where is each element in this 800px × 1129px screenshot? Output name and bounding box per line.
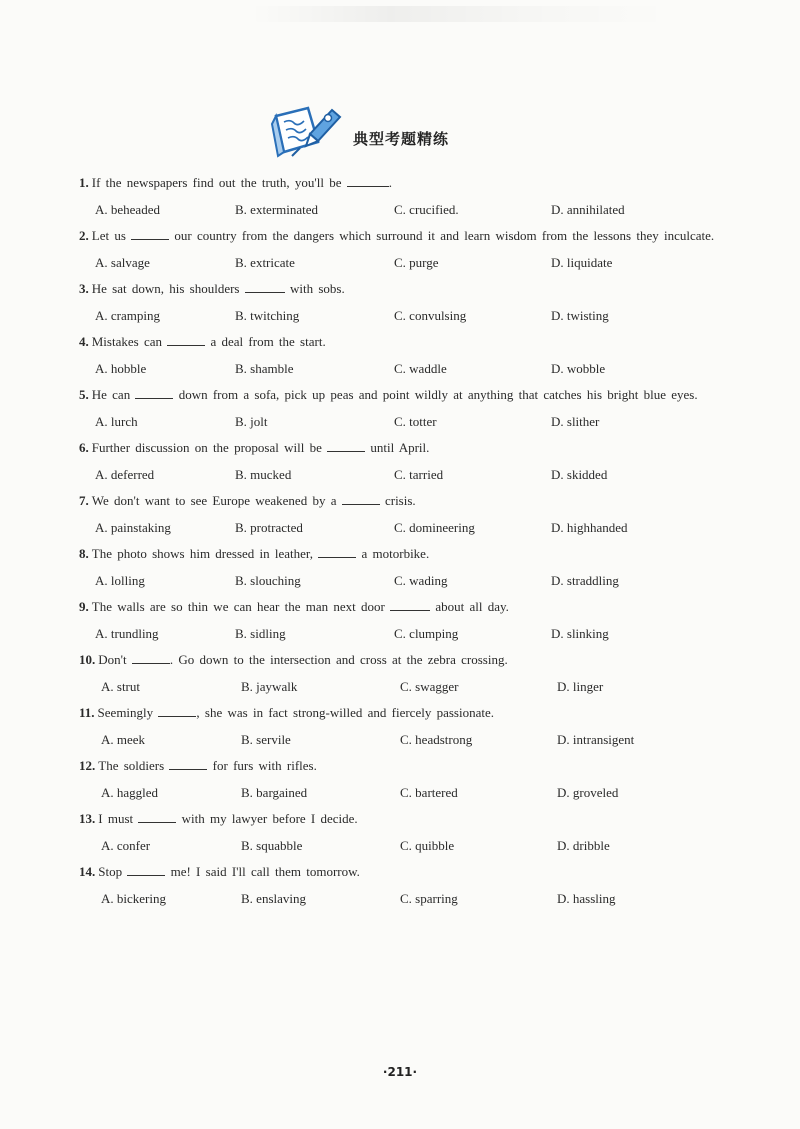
option-a: A. beheaded: [95, 202, 160, 217]
question-number: 12.: [79, 758, 96, 773]
question-stem: [79, 170, 719, 196]
answer-options: [79, 461, 719, 488]
question-stem: [79, 594, 719, 620]
question-number: 1.: [79, 175, 89, 190]
option-a: A. lolling: [95, 573, 145, 588]
option-a: A. salvage: [95, 255, 150, 270]
option-c: C. sparring: [400, 891, 458, 906]
question-text: We don't want to see Europe weakened by a: [91, 493, 342, 508]
question-text: Further discussion on the proposal will be: [91, 440, 328, 455]
question-text: The walls are so thin we can hear the man next door: [91, 599, 391, 614]
paper-and-pen-icon: [270, 104, 342, 164]
answer-blank: [138, 809, 176, 823]
question-stem: [79, 223, 719, 249]
question-number: 11.: [79, 705, 95, 720]
option-d: D. skidded: [551, 467, 608, 482]
option-a: A. strut: [101, 679, 140, 694]
section-title: 典型考题精练: [353, 130, 450, 148]
option-d: D. dribble: [557, 838, 610, 853]
option-d: D. slither: [551, 414, 600, 429]
question-text: I must: [98, 811, 139, 826]
question-text: He sat down, his shoulders: [91, 281, 245, 296]
question-2: [79, 223, 719, 276]
option-b: B. sidling: [235, 626, 286, 641]
option-c: C. totter: [394, 414, 437, 429]
option-d: D. liquidate: [551, 255, 613, 270]
option-b: B. mucked: [235, 467, 292, 482]
answer-blank: [347, 173, 389, 187]
option-c: C. crucified.: [394, 202, 459, 217]
question-text: . Go down to the intersection and cross at the zebra crossing.: [169, 652, 508, 667]
answer-options: [79, 779, 719, 806]
question-number: 3.: [79, 281, 89, 296]
option-a: A. lurch: [95, 414, 138, 429]
question-14: [79, 859, 719, 912]
option-c: C. quibble: [400, 838, 455, 853]
answer-blank: [131, 226, 169, 240]
question-1: [79, 170, 719, 223]
question-stem: [79, 329, 719, 355]
option-d: D. hassling: [557, 891, 616, 906]
answer-blank: [245, 279, 285, 293]
question-3: [79, 276, 719, 329]
question-number: 6.: [79, 440, 89, 455]
option-a: A. bickering: [101, 891, 166, 906]
question-4: [79, 329, 719, 382]
option-d: D. highhanded: [551, 520, 628, 535]
option-d: D. wobble: [551, 361, 606, 376]
option-a: A. confer: [101, 838, 151, 853]
question-number: 14.: [79, 864, 96, 879]
option-b: B. protracted: [235, 520, 303, 535]
answer-blank: [390, 597, 430, 611]
option-a: A. cramping: [95, 308, 160, 323]
option-d: D. twisting: [551, 308, 609, 323]
answer-blank: [169, 756, 207, 770]
option-d: D. groveled: [557, 785, 619, 800]
question-text: a deal from the start.: [205, 334, 326, 349]
option-c: C. bartered: [400, 785, 458, 800]
option-d: D. linger: [557, 679, 604, 694]
question-stem: [79, 488, 719, 514]
question-text: me! I said I'll call them tomorrow.: [165, 864, 360, 879]
question-8: [79, 541, 719, 594]
question-number: 10.: [79, 652, 96, 667]
question-list: [79, 170, 719, 912]
question-text: , she was in fact strong-willed and fiercely passionate.: [196, 705, 494, 720]
answer-options: [79, 885, 719, 912]
answer-options: [79, 567, 719, 594]
option-b: B. shamble: [235, 361, 294, 376]
option-d: D. straddling: [551, 573, 619, 588]
question-6: [79, 435, 719, 488]
question-stem: [79, 647, 719, 673]
answer-options: [79, 620, 719, 647]
question-text: He can: [91, 387, 136, 402]
question-text: Let us: [91, 228, 132, 243]
option-a: A. hobble: [95, 361, 147, 376]
question-text: The soldiers: [98, 758, 170, 773]
answer-options: [79, 355, 719, 382]
answer-options: [79, 726, 719, 753]
option-c: C. swagger: [400, 679, 459, 694]
answer-blank: [342, 491, 380, 505]
question-text: If the newspapers find out the truth, you'll be: [91, 175, 347, 190]
answer-options: [79, 514, 719, 541]
question-text: Don't: [98, 652, 132, 667]
option-b: B. exterminated: [235, 202, 319, 217]
answer-blank: [135, 385, 173, 399]
question-text: crisis.: [379, 493, 416, 508]
question-stem: [79, 435, 719, 461]
question-text: The photo shows him dressed in leather,: [91, 546, 319, 561]
option-b: B. servile: [241, 732, 291, 747]
option-c: C. headstrong: [400, 732, 473, 747]
answer-options: [79, 673, 719, 700]
answer-options: [79, 832, 719, 859]
option-c: C. domineering: [394, 520, 475, 535]
question-text: until April.: [365, 440, 430, 455]
question-stem: [79, 276, 719, 302]
question-10: [79, 647, 719, 700]
question-text: Seemingly: [97, 705, 159, 720]
option-a: A. trundling: [95, 626, 159, 641]
option-c: C. wading: [394, 573, 448, 588]
section-heading: [270, 104, 530, 164]
option-b: B. bargained: [241, 785, 308, 800]
option-b: B. jolt: [235, 414, 268, 429]
option-d: D. slinking: [551, 626, 609, 641]
question-5: [79, 382, 719, 435]
option-c: C. waddle: [394, 361, 447, 376]
question-stem: [79, 859, 719, 885]
question-13: [79, 806, 719, 859]
option-d: D. intransigent: [557, 732, 635, 747]
option-c: C. tarried: [394, 467, 444, 482]
question-number: 5.: [79, 387, 89, 402]
question-number: 2.: [79, 228, 89, 243]
answer-blank: [132, 650, 170, 664]
question-11: [79, 700, 719, 753]
answer-blank: [167, 332, 205, 346]
question-stem: [79, 382, 719, 408]
question-12: [79, 753, 719, 806]
answer-blank: [318, 544, 356, 558]
question-text: about all day.: [430, 599, 509, 614]
option-c: C. clumping: [394, 626, 459, 641]
answer-blank: [158, 703, 196, 717]
question-text: .: [388, 175, 393, 190]
question-text: Stop: [98, 864, 128, 879]
question-7: [79, 488, 719, 541]
option-c: C. convulsing: [394, 308, 467, 323]
option-b: B. enslaving: [241, 891, 306, 906]
option-b: B. twitching: [235, 308, 300, 323]
option-b: B. jaywalk: [241, 679, 298, 694]
answer-options: [79, 249, 719, 276]
question-text: Mistakes can: [91, 334, 168, 349]
question-text: with sobs.: [284, 281, 345, 296]
question-stem: [79, 700, 719, 726]
answer-blank: [127, 862, 165, 876]
option-b: B. extricate: [235, 255, 295, 270]
question-9: [79, 594, 719, 647]
answer-options: [79, 408, 719, 435]
answer-options: [79, 196, 719, 223]
option-b: B. squabble: [241, 838, 303, 853]
option-a: A. deferred: [95, 467, 155, 482]
page-number: ·211·: [382, 1065, 418, 1079]
option-d: D. annihilated: [551, 202, 625, 217]
scan-header-band: [250, 6, 670, 22]
option-a: A. painstaking: [95, 520, 171, 535]
question-stem: [79, 806, 719, 832]
question-text: for furs with rifles.: [207, 758, 317, 773]
answer-options: [79, 302, 719, 329]
option-c: C. purge: [394, 255, 439, 270]
question-stem: [79, 753, 719, 779]
option-a: A. haggled: [101, 785, 159, 800]
option-b: B. slouching: [235, 573, 301, 588]
question-number: 8.: [79, 546, 89, 561]
question-number: 7.: [79, 493, 89, 508]
question-stem: [79, 541, 719, 567]
question-number: 9.: [79, 599, 89, 614]
question-text: a motorbike.: [356, 546, 430, 561]
question-text: with my lawyer before I decide.: [176, 811, 358, 826]
answer-blank: [327, 438, 365, 452]
question-number: 4.: [79, 334, 89, 349]
question-number: 13.: [79, 811, 96, 826]
question-text: our country from the dangers which surround it and learn wisdom from the lessons they inculcate.: [169, 228, 715, 243]
question-text: down from a sofa, pick up peas and point wildly at anything that catches his bright blue eyes.: [173, 387, 698, 402]
option-a: A. meek: [101, 732, 146, 747]
